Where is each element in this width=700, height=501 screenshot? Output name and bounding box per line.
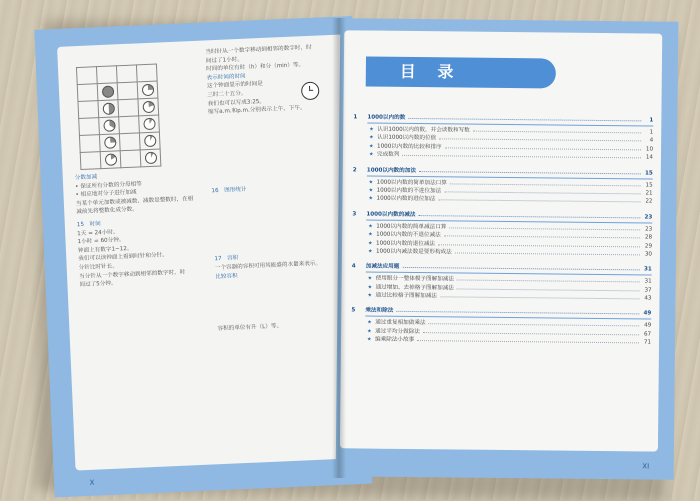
pie-tenth-icon bbox=[143, 118, 156, 131]
page-number: XI bbox=[642, 462, 650, 471]
leader-dots bbox=[444, 235, 640, 238]
star-icon: ★ bbox=[369, 143, 374, 150]
item-page: 21 bbox=[645, 190, 653, 197]
text-line: 1小时 = 60分钟。 bbox=[77, 237, 125, 246]
text-line: 我们可以读钟面上看到时针和分针。 bbox=[78, 252, 168, 263]
star-icon: ★ bbox=[368, 240, 373, 247]
text-line: 时间的单位有时（h）和分（min）等。 bbox=[206, 62, 305, 73]
item-page: 29 bbox=[644, 242, 653, 250]
chapter-title: 加减法应用题 bbox=[365, 263, 400, 271]
item-title: 1000以内数的简单加法口算 bbox=[376, 179, 447, 186]
item-page: 71 bbox=[643, 339, 652, 346]
pie-fifth-icon bbox=[142, 101, 155, 114]
item-page: 43 bbox=[644, 295, 652, 302]
text-line: 三时二十五分。 bbox=[207, 90, 247, 99]
spacer bbox=[215, 276, 337, 325]
text-line: 钟面上有数字1~12。 bbox=[77, 245, 133, 254]
item-title: 通过增加、去掉格子图解加减法 bbox=[375, 284, 454, 292]
star-icon: ★ bbox=[367, 328, 372, 335]
leader-dots bbox=[449, 227, 640, 230]
spacer bbox=[212, 190, 335, 255]
item-page: 37 bbox=[644, 287, 652, 294]
star-icon: ★ bbox=[368, 151, 374, 158]
pie-third-icon bbox=[103, 119, 116, 132]
star-icon: ★ bbox=[367, 292, 373, 299]
toc-item bbox=[352, 195, 652, 207]
leader-dots bbox=[439, 139, 641, 142]
toc-item bbox=[351, 336, 651, 348]
star-icon: ★ bbox=[369, 134, 374, 141]
spacer bbox=[208, 112, 331, 187]
item-page: 22 bbox=[645, 198, 653, 205]
text-line: • 相应地对分子进行加减 bbox=[75, 189, 137, 199]
fraction-add-heading: 分数加减 bbox=[74, 174, 98, 182]
star-icon: ★ bbox=[368, 195, 374, 202]
chapter-number: 3 bbox=[352, 211, 357, 218]
text-line: 一个容器的容积可用其能盛的水量来表示。 bbox=[214, 260, 322, 272]
item-page: 31 bbox=[644, 278, 652, 285]
item-page: 10 bbox=[645, 146, 654, 153]
item-title: 认识1000以内的数，并会读数和写数 bbox=[377, 126, 470, 134]
star-icon: ★ bbox=[367, 336, 372, 343]
pie-twelfth-icon bbox=[144, 135, 157, 148]
pie-full-icon bbox=[101, 85, 114, 98]
toc-item bbox=[352, 247, 652, 259]
toc-item bbox=[351, 291, 651, 303]
leader-dots bbox=[457, 280, 640, 283]
item-page: 67 bbox=[643, 331, 652, 338]
item-title: 通过平均分做除法 bbox=[375, 328, 420, 335]
item-title: 1000以内数的不退位减法 bbox=[376, 231, 441, 239]
chapter-page: 1 bbox=[649, 117, 654, 124]
item-title: 使用眼分一整体模子图解加减法 bbox=[375, 275, 455, 283]
chapter-title: 乘法和除法 bbox=[365, 307, 394, 315]
item-page: 4 bbox=[649, 137, 654, 144]
chapter-title: 1000以内的数 bbox=[367, 114, 406, 121]
leader-dots bbox=[396, 311, 639, 315]
leader-dots bbox=[423, 332, 639, 335]
star-icon: ★ bbox=[368, 231, 373, 238]
text-line: 间过了5分钟。 bbox=[79, 280, 117, 289]
text-line: 我们也可以写成3:25。 bbox=[207, 98, 266, 107]
item-title: 1000以内数的退位减法 bbox=[376, 240, 436, 247]
chapter-number: 2 bbox=[352, 166, 357, 173]
chapter-page: 23 bbox=[644, 214, 653, 221]
chapter-number: 1 bbox=[353, 114, 358, 121]
right-page bbox=[336, 18, 679, 480]
leader-dots bbox=[417, 340, 639, 343]
item-title: 认识1000以内数的位值 bbox=[377, 135, 437, 142]
item-title: 1000以内数的比较和排序 bbox=[377, 143, 442, 151]
leader-dots bbox=[473, 131, 641, 134]
item-page: 23 bbox=[645, 226, 653, 233]
leader-dots bbox=[419, 171, 641, 174]
item-title: 通过比较格子图解加减法 bbox=[375, 292, 438, 300]
leader-dots bbox=[455, 252, 640, 255]
chapter-number: 4 bbox=[351, 263, 356, 270]
item-page: 28 bbox=[644, 234, 653, 241]
text-line: 分针比时针长。 bbox=[78, 263, 119, 272]
left-page-content bbox=[57, 34, 367, 470]
text-line: 间过了1小时。 bbox=[205, 56, 244, 65]
contents-title: 目 录 bbox=[366, 57, 556, 89]
table-of-contents bbox=[351, 112, 653, 353]
subheading: 表示时间的时间 bbox=[206, 73, 246, 82]
leader-dots bbox=[439, 200, 641, 203]
pie-quarter-icon bbox=[141, 84, 154, 97]
item-page: 49 bbox=[644, 322, 652, 329]
star-icon: ★ bbox=[369, 126, 374, 133]
item-title: 1000以内减法数是要形构成法 bbox=[375, 248, 452, 256]
section-heading-volume: 17 容积 bbox=[214, 255, 239, 263]
leader-dots bbox=[429, 324, 640, 327]
star-icon: ★ bbox=[367, 275, 373, 282]
star-icon: ★ bbox=[368, 179, 374, 186]
pie-sixth-icon bbox=[104, 153, 117, 166]
left-column-b bbox=[205, 43, 337, 334]
item-page: 1 bbox=[649, 129, 654, 136]
chapter-title: 1000以内数的加法 bbox=[366, 167, 416, 174]
text-line: 容积的单位有升（L）等。 bbox=[217, 323, 283, 333]
leader-dots bbox=[444, 191, 640, 194]
leader-dots bbox=[402, 155, 641, 158]
item-page: 14 bbox=[645, 154, 653, 161]
item-title: 1000以内数的进位加法 bbox=[376, 195, 436, 203]
chapter-page: 15 bbox=[644, 170, 653, 177]
text-line: • 保证所有分数的分母相等 bbox=[75, 180, 142, 190]
leader-dots bbox=[418, 215, 640, 218]
text-line: 当某个单元加数或被减数、减数是整数时，在相 bbox=[75, 195, 194, 207]
leader-dots bbox=[457, 288, 640, 291]
star-icon: ★ bbox=[367, 320, 372, 327]
item-title: 1000以内数的简单减法口算 bbox=[376, 223, 447, 231]
leader-dots bbox=[438, 244, 640, 247]
item-title: 1000以内数的不进位加法 bbox=[376, 187, 442, 195]
pie-half-icon bbox=[102, 102, 115, 115]
item-page: 30 bbox=[644, 251, 652, 258]
text-line: 当时针从一个数字移动到相邻的数字时，时 bbox=[205, 44, 312, 56]
toc-chapter bbox=[351, 306, 651, 347]
item-title: 通过重复相加做乘法 bbox=[375, 320, 426, 327]
text-line: 减前先将整数化成分数。 bbox=[76, 206, 138, 216]
section-heading-time: 15 时间 bbox=[76, 221, 101, 229]
star-icon: ★ bbox=[368, 187, 374, 194]
leader-dots bbox=[445, 147, 641, 150]
left-column-a bbox=[70, 59, 202, 290]
section-heading-graph: 16 图形统计 bbox=[211, 186, 247, 195]
chapter-number: 5 bbox=[351, 307, 356, 314]
star-icon: ★ bbox=[368, 223, 373, 230]
text-line: 缩写a.m.和p.m.分别表示上午、下午。 bbox=[207, 105, 306, 116]
chapter-page: 31 bbox=[643, 266, 652, 273]
pie-quarter-icon bbox=[104, 136, 117, 149]
toc-chapter bbox=[351, 262, 651, 303]
chapter-title: 1000以内数的减法 bbox=[366, 211, 416, 218]
text-line: 当分针从一个数字移动到相邻的数字时，时 bbox=[78, 269, 186, 280]
star-icon: ★ bbox=[367, 248, 373, 255]
leader-dots bbox=[450, 183, 641, 186]
fraction-table bbox=[76, 64, 161, 170]
pie-twelfth-icon bbox=[144, 152, 157, 165]
chapter-page: 49 bbox=[643, 310, 652, 317]
page-number: X bbox=[89, 478, 95, 487]
toc-chapter bbox=[352, 209, 652, 259]
toc-chapter bbox=[352, 165, 652, 206]
leader-dots bbox=[440, 296, 639, 299]
subheading: 比较容积 bbox=[215, 272, 238, 280]
toc-item bbox=[353, 151, 653, 163]
left-page bbox=[34, 16, 372, 497]
text-line: 这个钟面显示的时间是 bbox=[206, 81, 263, 90]
item-title: 完成数列 bbox=[376, 151, 400, 159]
toc-chapter bbox=[353, 112, 653, 162]
right-page-content bbox=[340, 30, 662, 451]
leader-dots bbox=[402, 267, 639, 270]
item-title: 编乘除法小故事 bbox=[375, 336, 415, 344]
star-icon: ★ bbox=[367, 284, 373, 291]
text-line: 1天 = 24小时。 bbox=[77, 228, 119, 237]
book-spine-gutter bbox=[332, 18, 346, 478]
item-page: 15 bbox=[645, 182, 653, 189]
leader-dots bbox=[408, 118, 641, 121]
